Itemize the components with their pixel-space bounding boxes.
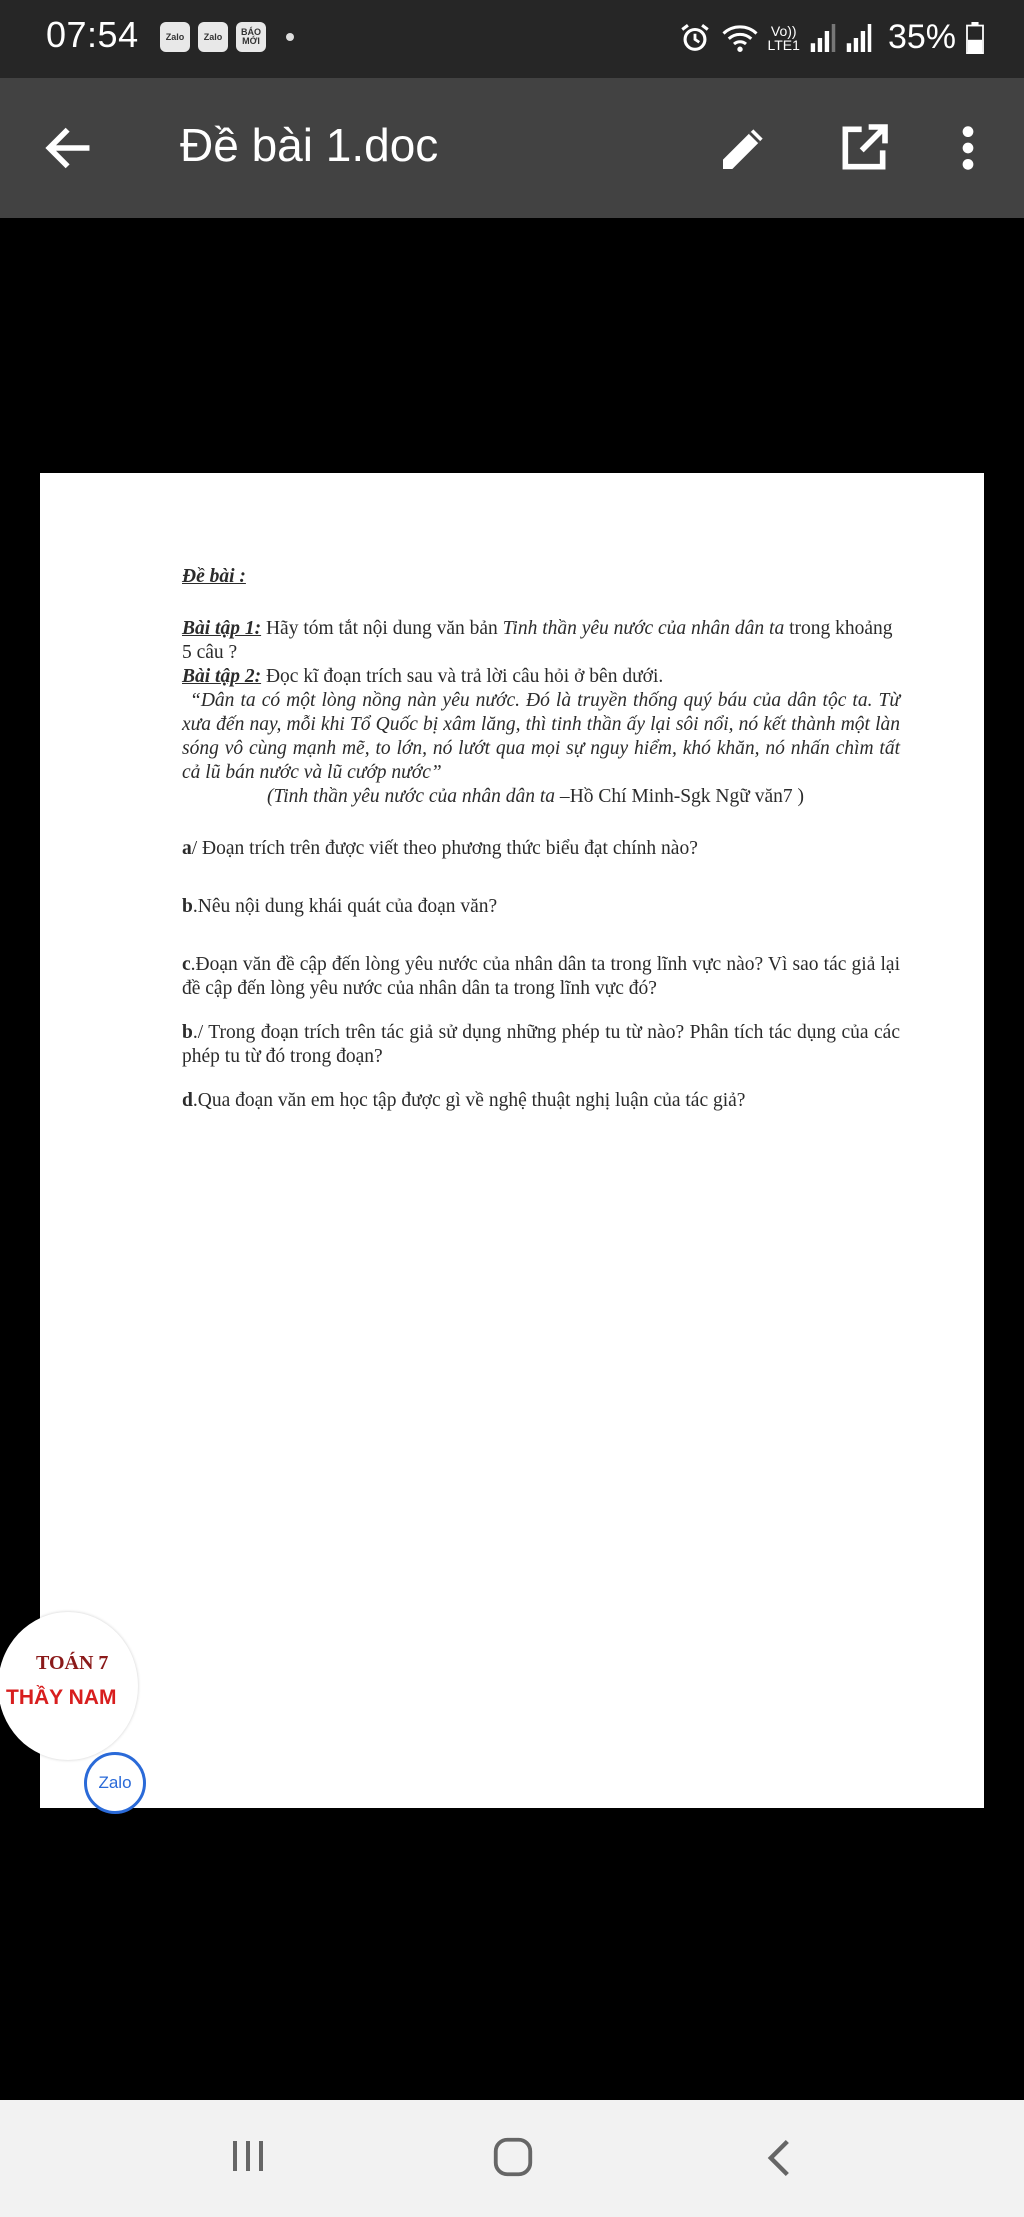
signal-icon-sim2 — [846, 24, 872, 52]
quote-source-title: (Tinh thần yêu nước của nhân dân ta – — [267, 786, 570, 807]
zalo-notification-icon: Zalo — [198, 22, 228, 52]
home-icon[interactable] — [490, 2134, 536, 2180]
wifi-icon — [722, 22, 758, 54]
question-a — [182, 837, 900, 861]
question-a-label: a — [182, 838, 192, 859]
question-d-label: d — [182, 1090, 193, 1111]
status-time: 07:54 — [46, 14, 139, 55]
document-page[interactable] — [40, 473, 984, 1808]
question-c-text: .Đoạn văn đề cập đến lòng yêu nước của nhân dân ta trong lĩnh vực nào? Vì sao tác giả lại đề cập đến lòng yêu nước của nhân dân ta trong lĩnh vực đó? — [182, 954, 900, 999]
exercise-2-label: Bài tập 2: — [182, 666, 262, 687]
nav-back-icon[interactable] — [762, 2136, 798, 2180]
document-heading: Đề bài : — [182, 566, 246, 587]
question-d — [182, 1089, 900, 1113]
watermark-line-2: THẦY NAM — [6, 1686, 117, 1709]
quote-source — [182, 785, 900, 809]
battery-icon — [966, 22, 984, 54]
recents-icon[interactable] — [228, 2136, 268, 2176]
exercise-1-text-end: trong khoảng 5 câu ? — [182, 618, 893, 663]
exercise-1-text: Hãy tóm tắt nội dung văn bản — [261, 618, 503, 639]
exercise-1-label: Bài tập 1: — [182, 618, 262, 639]
pencil-icon[interactable] — [716, 120, 772, 176]
exercise-1 — [182, 617, 900, 665]
quote-source-author: Hồ Chí Minh-Sgk Ngữ văn7 ) — [569, 786, 804, 807]
question-b-label: b — [182, 896, 193, 917]
app-bar — [0, 78, 1024, 218]
question-a-text: / Đoạn trích trên được viết theo phương thức biểu đạt chính nào? — [191, 838, 698, 859]
watermark-line-1: TOÁN 7 — [36, 1652, 109, 1674]
question-b2 — [182, 1021, 900, 1069]
exercise-2-text: Đọc kĩ đoạn trích sau và trả lời câu hỏi ở bên dưới. — [261, 666, 664, 687]
quote-passage: “Dân ta có một lòng nồng nàn yêu nước. Đó là truyền thống quý báu của dân tộc ta. Từ xưa đến nay, mỗi khi Tổ Quốc bị xâm lăng, thì tinh thần ấy lại sôi nổi, nó kết thành một làn sóng vô cùng mạnh mẽ, to lớn, nó lướt qua mọi sự nguy hiểm, khó khăn, nó nhấn chìm tất cả lũ bán nước và lũ cướp nước” — [182, 690, 900, 783]
exercise-1-title: Tinh thần yêu nước của nhân dân ta — [502, 618, 785, 639]
zalo-notification-icon: Zalo — [160, 22, 190, 52]
more-vertical-icon[interactable] — [940, 120, 996, 176]
zalo-logo-icon: Zalo — [84, 1752, 146, 1814]
question-b-text: .Nêu nội dung khái quát của đoạn văn? — [192, 896, 498, 917]
signal-icon-sim1 — [810, 24, 836, 52]
question-b2-label: b — [182, 1022, 193, 1043]
question-c-label: c — [182, 954, 191, 975]
system-icons — [678, 18, 985, 57]
notification-icons — [160, 22, 294, 52]
battery-percent: 35% — [887, 18, 956, 56]
exercise-2 — [182, 665, 900, 689]
document-content — [182, 565, 900, 1113]
question-b — [182, 895, 900, 919]
system-nav-bar — [0, 2100, 1024, 2217]
question-b2-text: ./ Trong đoạn trích trên tác giả sử dụng những phép tu từ nào? Phân tích tác dụng của các phép tu từ đó trong đoạn? — [182, 1022, 900, 1067]
back-arrow-icon[interactable] — [40, 120, 96, 176]
baomoi-notification-icon: BÁO MỚI — [236, 22, 266, 52]
question-d-text: .Qua đoạn văn em học tập được gì về nghệ thuật nghị luận của tác giả? — [192, 1090, 746, 1111]
more-notifications-dot — [286, 33, 294, 41]
volte-indicator: Vo)) LTE1 — [767, 22, 800, 53]
document-title: Đề bài 1.doc — [180, 119, 439, 171]
alarm-icon — [678, 21, 712, 55]
open-external-icon[interactable] — [836, 120, 892, 176]
status-bar — [0, 0, 1024, 78]
question-c — [182, 953, 900, 1001]
teacher-watermark-badge — [0, 1612, 138, 1760]
